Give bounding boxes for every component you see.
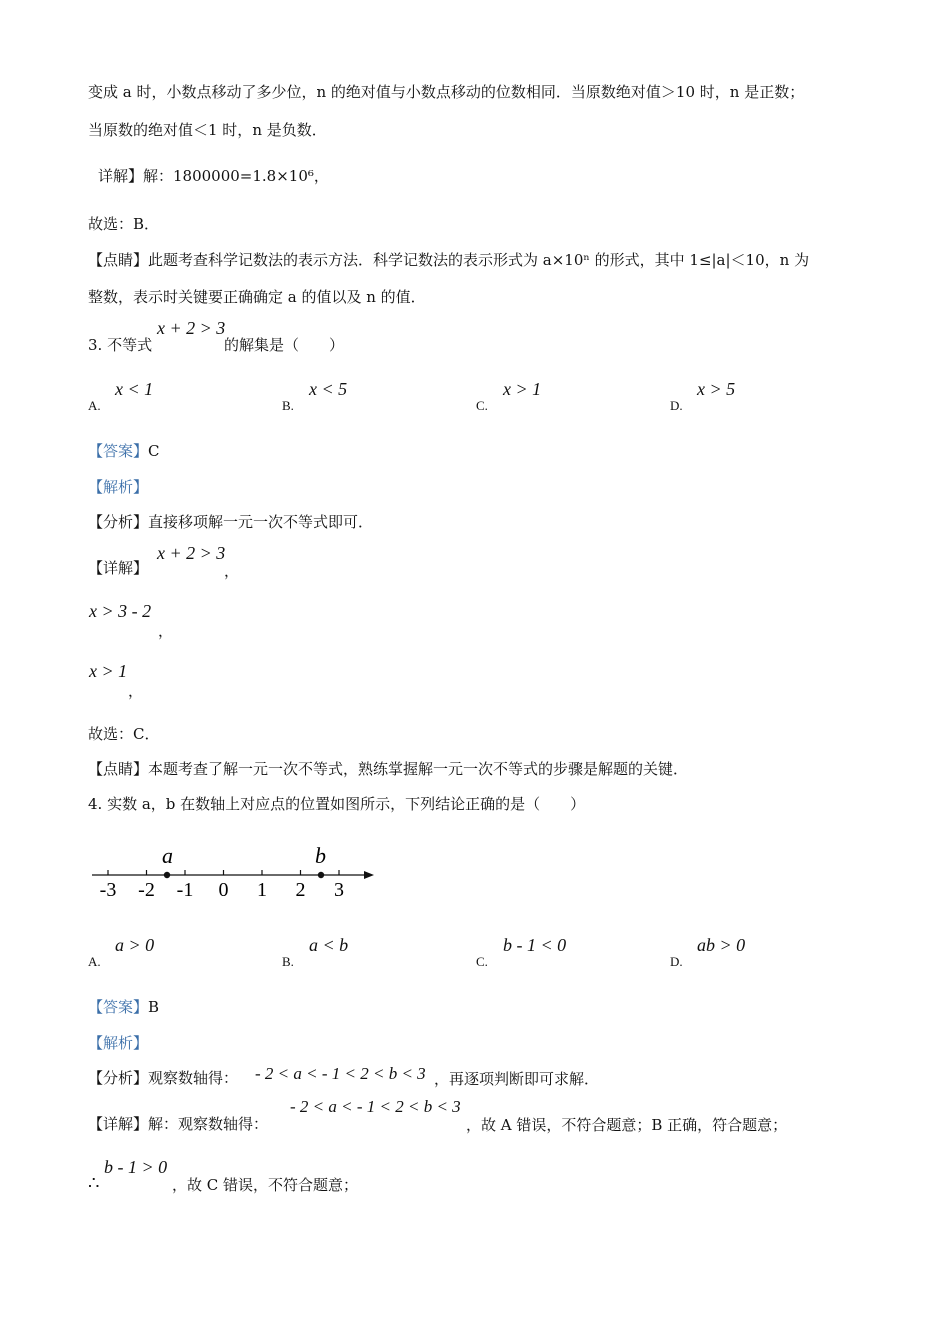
q3-detail-math: x + 2 > 3 — [157, 543, 226, 563]
q3-step-2: x > 1 — [89, 661, 128, 681]
q4-analysis-math: - 2 < a < - 1 < 2 < b < 3 — [255, 1064, 426, 1083]
q4-option-c-math: b - 1 < 0 — [503, 935, 567, 955]
number-line-tick-label: 1 — [257, 879, 267, 901]
q3-stem-math: x + 2 > 3 — [157, 318, 226, 338]
point-b-label: b — [315, 843, 326, 868]
q3-option-c-math: x > 1 — [503, 379, 542, 399]
number-line-ticks — [108, 870, 339, 875]
q3-option-d-letter: D. — [670, 398, 683, 413]
intro-line-1: 变成 a 时，小数点移动了多少位，n 的绝对值与小数点移动的位数相同．当原数绝对值＞10 时，n 是正数； — [88, 83, 805, 101]
number-line-tick-labels — [100, 879, 344, 901]
q3-answer-row — [88, 441, 160, 461]
q4-stem: 4. 实数 a，b 在数轴上对应点的位置如图所示，下列结论正确的是（ ） — [88, 795, 586, 813]
q4-option-b-math: a < b — [309, 935, 349, 955]
q2-point-line-2: 整数，表示时关键要正确确定 a 的值以及 n 的值． — [88, 288, 426, 306]
q3-stem-prefix: 3. 不等式 — [88, 336, 153, 354]
q4-analysis-prefix: 【分析】观察数轴得： — [88, 1069, 239, 1087]
q3-option-b-math: x < 5 — [309, 379, 348, 399]
q3-stem-suffix: 的解集是（ ） — [224, 336, 345, 354]
q4-detail-math: - 2 < a < - 1 < 2 < b < 3 — [290, 1097, 461, 1116]
point-a-label: a — [162, 843, 173, 868]
number-line-tick-label: -1 — [176, 879, 194, 901]
q3-step-2-comma: ， — [128, 682, 144, 700]
q3-option-b-letter: B. — [282, 398, 294, 413]
q4-option-d-math: ab > 0 — [697, 935, 746, 955]
intro-line-2: 当原数的绝对值＜1 时，n 是负数． — [88, 121, 327, 139]
point-a-dot — [164, 872, 170, 878]
q3-analysis-label: 【解析】 — [88, 478, 149, 496]
point-b-dot — [318, 872, 324, 878]
number-line-tick-label: 0 — [218, 879, 229, 901]
q3-point: 【点睛】本题考查了解一元一次不等式，熟练掌握解一元一次不等式的步骤是解题的关键． — [88, 760, 689, 778]
q3-step-1-comma: ， — [158, 622, 174, 640]
number-line-figure — [90, 840, 390, 910]
q4-detail-suffix: ，故 A 错误，不符合题意；B 正确，符合题意； — [466, 1116, 788, 1134]
q4-analysis-label: 【解析】 — [88, 1034, 149, 1052]
q4-detail-prefix: 【详解】解：观察数轴得： — [88, 1115, 269, 1133]
q4-option-a-letter: A. — [88, 954, 101, 969]
q4-option-c-letter: C. — [476, 954, 488, 969]
q3-answer: C — [148, 442, 160, 460]
q3-analysis: 【分析】直接移项解一元一次不等式即可． — [88, 513, 374, 531]
q4-answer: B — [148, 998, 160, 1016]
q3-option-c-letter: C. — [476, 398, 488, 413]
q4-last-suffix: ，故 C 错误，不符合题意； — [172, 1176, 359, 1194]
q3-option-a-letter: A. — [88, 398, 101, 413]
q3-answer-label: 【答案】 — [88, 442, 149, 460]
q4-option-b-letter: B. — [282, 954, 294, 969]
q4-option-a-math: a > 0 — [115, 935, 155, 955]
q4-analysis-suffix: ，再逐项判断即可求解． — [434, 1070, 600, 1088]
number-line-tick-label: -2 — [138, 879, 155, 901]
q4-answer-label: 【答案】 — [88, 998, 149, 1016]
q3-option-d-math: x > 5 — [697, 379, 736, 399]
q2-point-line-1: 【点睛】此题考查科学记数法的表示方法．科学记数法的表示形式为 a×10ⁿ 的形式，其中 1≤|a|＜10，n 为 — [88, 251, 810, 269]
q3-option-a-math: x < 1 — [115, 379, 154, 399]
number-line-tick-label: 3 — [334, 879, 344, 901]
q4-option-d-letter: D. — [670, 954, 683, 969]
q4-last-math: b - 1 > 0 — [104, 1157, 168, 1177]
q2-detail: 详解】解：1800000=1.8×10⁶， — [98, 167, 329, 185]
number-line-tick-label: -3 — [99, 879, 117, 901]
q3-step-1: x > 3 - 2 — [89, 601, 152, 621]
q3-choose: 故选：C． — [88, 725, 160, 743]
q3-detail-comma: ， — [224, 562, 240, 580]
number-line-arrow-icon — [364, 871, 374, 879]
q4-answer-row — [88, 997, 159, 1017]
therefore-symbol: ∴ — [88, 1173, 100, 1194]
q3-detail-label: 【详解】 — [88, 559, 149, 577]
number-line-tick-label: 2 — [295, 879, 306, 901]
q2-choose: 故选：B． — [88, 215, 160, 233]
